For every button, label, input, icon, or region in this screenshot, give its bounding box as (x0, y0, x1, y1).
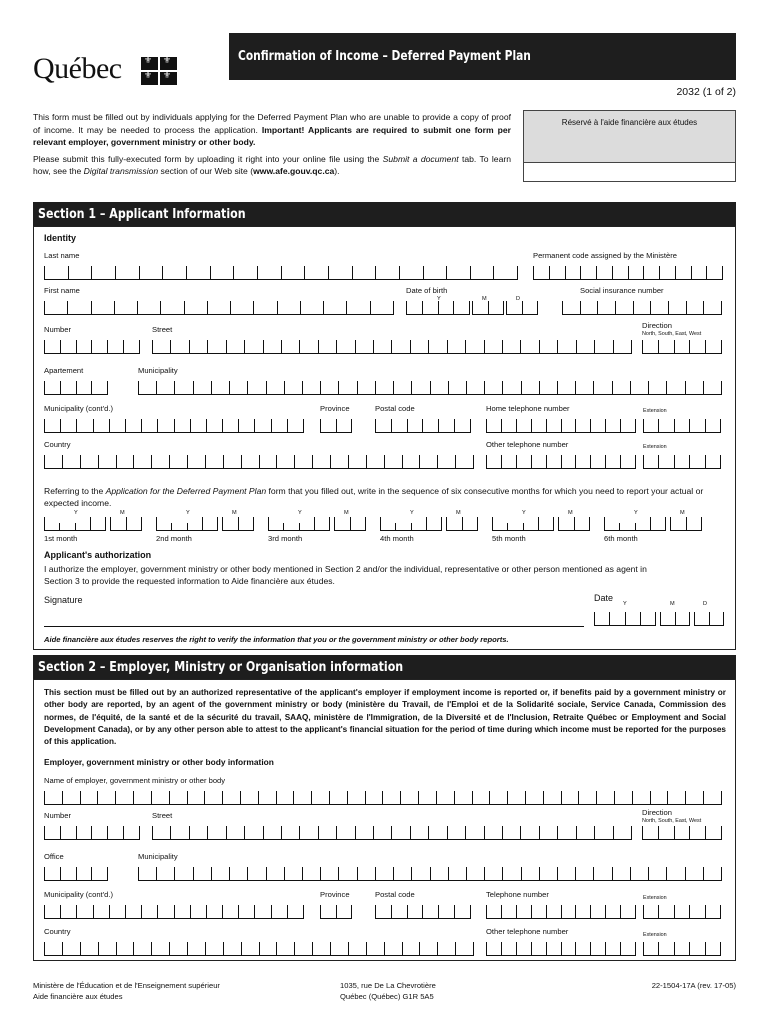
dob-day-label: D (516, 296, 521, 302)
reserved-box (523, 110, 736, 182)
permanent-code-label: Permanent code assigned by the Ministère (533, 251, 677, 260)
month-year-letter: Y (634, 510, 638, 516)
employer-street-label: Street (152, 811, 173, 820)
month-label: 1st month (44, 534, 78, 543)
month-year-field[interactable] (604, 517, 666, 531)
employer-direction-hint: North, South, East, West (642, 818, 702, 824)
municipality-contd-field[interactable] (44, 419, 304, 433)
month-group (156, 510, 262, 546)
province-label: Province (320, 404, 350, 413)
month-month-letter: M (344, 510, 349, 516)
country-label: Country (44, 440, 71, 449)
month-month-field[interactable] (110, 517, 142, 531)
sig-date-month-label: M (670, 601, 675, 607)
permanent-code-field[interactable] (533, 266, 723, 280)
municipality-label: Municipality (138, 366, 178, 375)
intro-text: This form must be filled out by individuals applying for the Deferred Payment Plan who are unable to provide a copy of proof of income. It may be needed to process the application. Important! Applicants are required to submit one form per relevant employer, government ministry or other body. Please submit this fully-executed form by uploading it right into your online file using the Submit a document tab. To learn how, see the Digital transmission section of our Web site (www.afe.gouv.qc.ca). (33, 112, 512, 176)
other-extension-label: Extension (643, 444, 667, 450)
apartment-field[interactable] (44, 381, 108, 395)
dob-month-field[interactable] (472, 301, 504, 315)
employer-other-phone-label: Other telephone number (486, 927, 569, 936)
last-name-label: Last name (44, 251, 80, 260)
sig-date-year-label: Y (623, 601, 627, 607)
authorization-title: Applicant's authorization (44, 550, 152, 560)
date-of-birth-label: Date of birth (406, 286, 448, 295)
home-phone-label: Home telephone number (486, 404, 570, 413)
extension-field[interactable] (643, 419, 721, 433)
employer-municipality-contd-field[interactable] (44, 905, 304, 919)
employer-country-label: Country (44, 927, 71, 936)
signature-line[interactable] (44, 626, 584, 627)
month-year-field[interactable] (380, 517, 442, 531)
month-label: 5th month (492, 534, 526, 543)
direction-hint: North, South, East, West (642, 331, 702, 337)
employer-postal-code-field[interactable] (375, 905, 471, 919)
month-year-letter: Y (74, 510, 78, 516)
month-month-letter: M (456, 510, 461, 516)
street-label: Street (152, 325, 173, 334)
reserve-note: Aide financière aux études reserves the right to verify the information that you or the government ministry or other body reports. (44, 635, 509, 644)
month-group (380, 510, 486, 546)
months-row (44, 510, 724, 546)
employer-street-field[interactable] (152, 826, 632, 840)
first-name-label: First name (44, 286, 80, 295)
footer-form-code: 22-1504-17A (rev. 17-05) (651, 981, 736, 990)
form-title: Confirmation of Income – Deferred Payment Plan (229, 33, 736, 80)
month-month-letter: M (120, 510, 125, 516)
country-field[interactable] (44, 455, 474, 469)
dob-day-field[interactable] (506, 301, 538, 315)
office-field[interactable] (44, 867, 108, 881)
dob-year-label: Y (437, 296, 441, 302)
month-month-letter: M (568, 510, 573, 516)
month-label: 2nd month (156, 534, 192, 543)
month-group (492, 510, 598, 546)
month-group (604, 510, 710, 546)
section1-heading: Section 1 – Applicant Information (33, 202, 736, 226)
referring-text: Referring to the Application for the Deferred Payment Plan form that you filled out, write in the sequence of six consecutive months for which you need to report your actual or expected income. (44, 486, 704, 508)
dob-month-label: M (482, 296, 487, 302)
employer-other-extension-label: Extension (643, 932, 667, 938)
month-month-field[interactable] (222, 517, 254, 531)
signature-label: Signature (44, 595, 83, 605)
month-group (44, 510, 150, 546)
employer-name-label: Name of employer, government ministry or other body (44, 776, 226, 785)
month-month-field[interactable] (334, 517, 366, 531)
employer-info-title: Employer, government ministry or other body information (44, 757, 274, 767)
office-label: Office (44, 852, 64, 861)
footer-ministry: Ministère de l'Éducation et de l'Enseignement supérieur Aide financière aux études (33, 981, 220, 1001)
employer-municipality-label: Municipality (138, 852, 178, 861)
direction-field[interactable] (642, 340, 722, 354)
street-field[interactable] (152, 340, 632, 354)
date-label: Date (594, 593, 614, 603)
employer-other-extension-field[interactable] (643, 942, 721, 956)
month-year-letter: Y (410, 510, 414, 516)
sig-date-day-field[interactable] (694, 612, 724, 626)
employer-phone-field[interactable] (486, 905, 636, 919)
month-label: 6th month (604, 534, 638, 543)
last-name-field[interactable] (44, 266, 518, 280)
authorization-text: I authorize the employer, government ministry or other body mentioned in Section 2 and/or the individual, representative or other person mentioned as agent in Section 3 to provide the requested information to Aide financière aux études. (44, 564, 647, 586)
employer-extension-field[interactable] (643, 905, 721, 919)
other-extension-field[interactable] (643, 455, 721, 469)
province-field[interactable] (320, 419, 352, 433)
municipality-field[interactable] (138, 381, 722, 395)
month-label: 3rd month (268, 534, 303, 543)
month-group (268, 510, 374, 546)
extension-label: Extension (643, 408, 667, 414)
home-phone-field[interactable] (486, 419, 636, 433)
apartment-label: Apartement (44, 366, 84, 375)
reserved-label: Réservé à l'aide financière aux études (524, 111, 735, 163)
month-month-letter: M (680, 510, 685, 516)
employer-other-phone-field[interactable] (486, 942, 636, 956)
postal-code-field[interactable] (375, 419, 471, 433)
postal-code-label: Postal code (375, 404, 415, 413)
fleur-de-lis-flag-icon (141, 57, 177, 85)
employer-postal-code-label: Postal code (375, 890, 415, 899)
sin-field[interactable] (562, 301, 722, 315)
identity-heading: Identity (44, 233, 77, 243)
employer-direction-field[interactable] (642, 826, 722, 840)
employer-province-field[interactable] (320, 905, 352, 919)
month-month-letter: M (232, 510, 237, 516)
quebec-logo: Québec (33, 52, 122, 85)
other-phone-label: Other telephone number (486, 440, 569, 449)
municipality-contd-label: Municipality (cont'd.) (44, 404, 113, 413)
employer-number-field[interactable] (44, 826, 140, 840)
employer-direction-label: Direction (642, 808, 672, 817)
sig-date-day-label: D (703, 601, 708, 607)
month-year-letter: Y (186, 510, 190, 516)
month-year-letter: Y (298, 510, 302, 516)
employer-name-field[interactable] (44, 791, 722, 805)
sin-label: Social insurance number (580, 286, 664, 295)
employer-municipality-contd-label: Municipality (cont'd.) (44, 890, 113, 899)
employer-province-label: Province (320, 890, 350, 899)
first-name-field[interactable] (44, 301, 394, 315)
month-label: 4th month (380, 534, 414, 543)
number-field[interactable] (44, 340, 140, 354)
dob-year-field[interactable] (406, 301, 470, 315)
employer-extension-label: Extension (643, 895, 667, 901)
employer-country-field[interactable] (44, 942, 474, 956)
month-month-field[interactable] (558, 517, 590, 531)
section2-intro: This section must be filled out by an authorized representative of the applicant's employer if employment income is reported or, if benefits paid by a government ministry or other body are reported, by an agent of the government ministry or body (ministère du Travail, de l'Emploi et de la Solidarité sociale, Service Canada, Commission des normes, de l'équité, de la santé et de la sécurité du travail, SAAQ, ministère de l'Immigration, de la Diversité et de l'Inclusion, Retraite Québec or Employment and Social Development Canada), or by any other person able to attest to the applicant's financial situation for the period of time during which income must be reported for the purposes of this application. (44, 688, 726, 747)
footer-address: 1035, rue De La Chevrotière Québec (Québec) G1R 5A5 (340, 981, 436, 1001)
month-year-field[interactable] (492, 517, 554, 531)
direction-label: Direction (642, 321, 672, 330)
employer-municipality-field[interactable] (138, 867, 722, 881)
month-year-letter: Y (522, 510, 526, 516)
month-year-field[interactable] (156, 517, 218, 531)
employer-number-label: Number (44, 811, 72, 820)
number-label: Number (44, 325, 72, 334)
employer-phone-label: Telephone number (486, 890, 549, 899)
month-month-field[interactable] (670, 517, 702, 531)
month-year-field[interactable] (268, 517, 330, 531)
other-phone-field[interactable] (486, 455, 636, 469)
sig-date-month-field[interactable] (660, 612, 690, 626)
sig-date-year-field[interactable] (594, 612, 656, 626)
month-year-field[interactable] (44, 517, 106, 531)
form-number: 2032 (1 of 2) (676, 86, 736, 98)
month-month-field[interactable] (446, 517, 478, 531)
section2-heading: Section 2 – Employer, Ministry or Organisation information (33, 655, 736, 679)
